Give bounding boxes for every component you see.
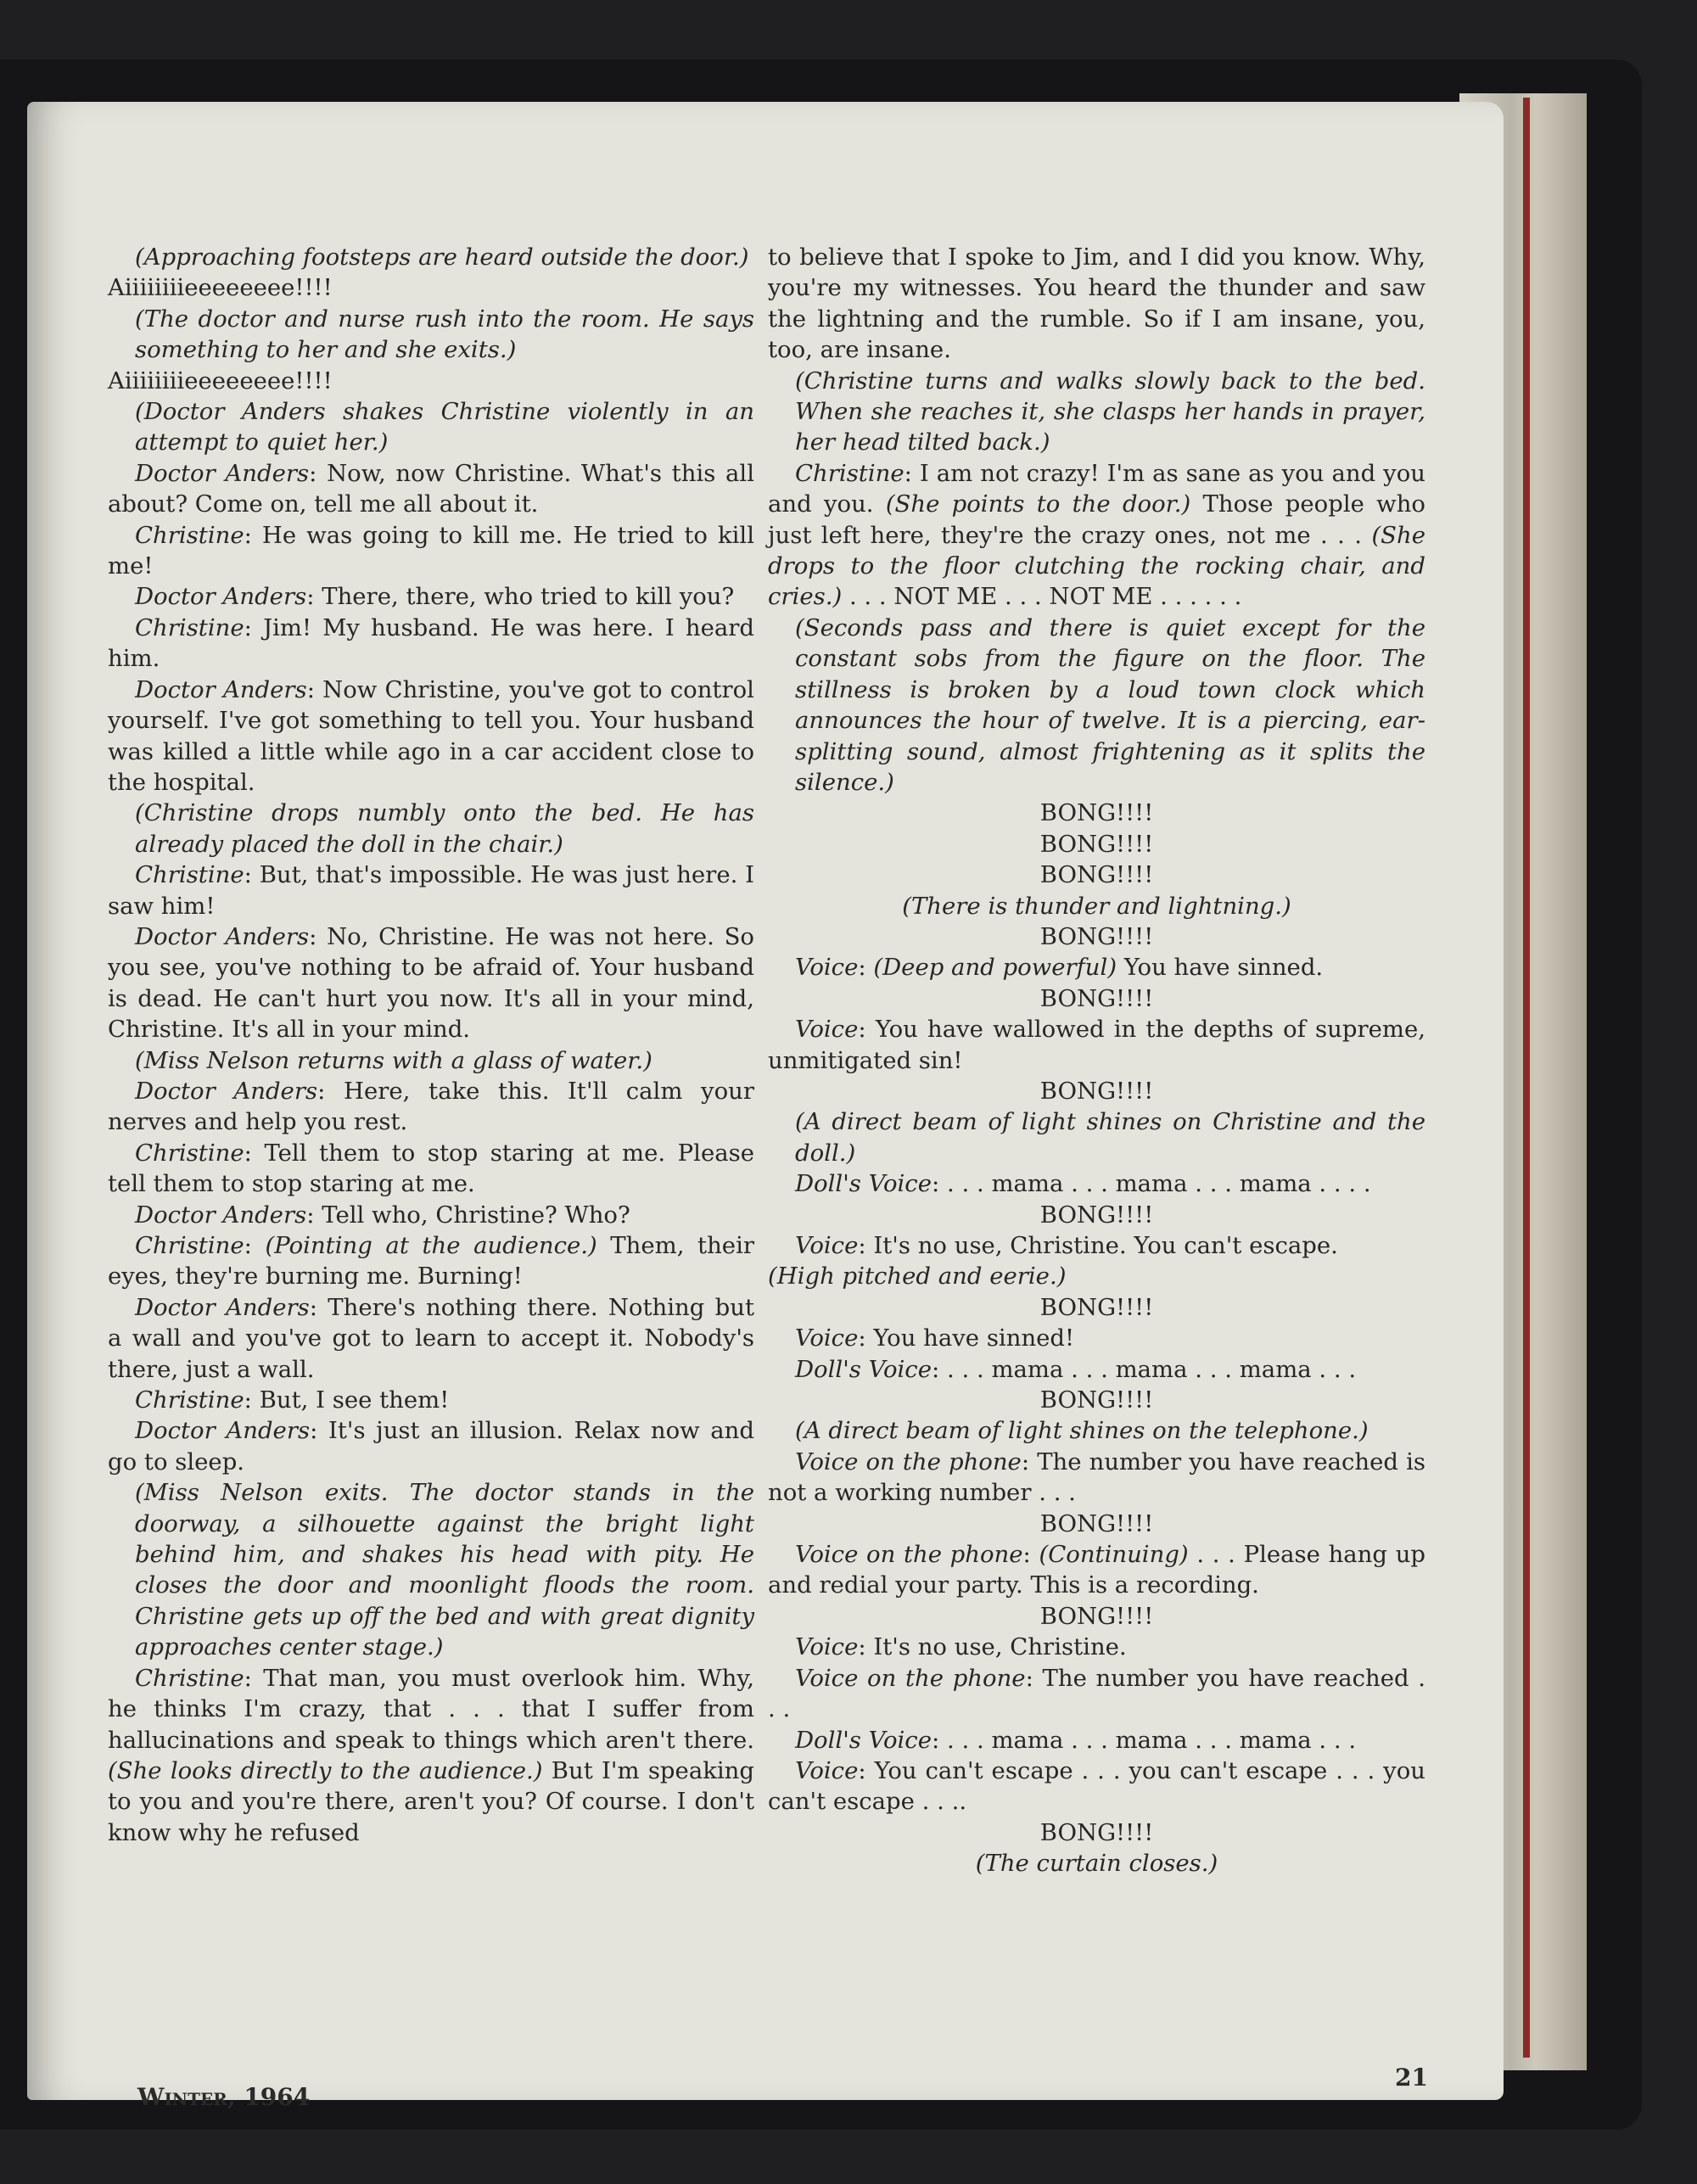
dialogue-line: Doctor Anders: Tell who, Christine? Who?: [135, 1201, 630, 1229]
dialogue-text: . . . mama . . . mama . . . mama . . .: [947, 1726, 1357, 1754]
dialogue-text: Now, now Christine. What's this all about? Come on, tell me all about it.: [108, 459, 754, 518]
dialogue-text: There, there, who tried to kill you?: [322, 583, 735, 611]
stage-direction: (She points to the door.): [885, 490, 1191, 518]
sound-effect: BONG!!!!: [1039, 984, 1154, 1012]
stage-direction: (She looks directly to the audience.): [108, 1756, 543, 1784]
dialogue-text: No, Christine. He was not here. So you see, you've nothing to be afraid of. Your husband is dead. He can't hurt you now. It's all in your mind, Christine. It's all in your mind.: [108, 922, 754, 1044]
sound-effect: BONG!!!!: [1039, 1818, 1154, 1846]
dialogue-line: Voice on the phone: The number you have reached . . .: [768, 1664, 1426, 1723]
speaker-name: Doctor Anders: [135, 922, 310, 950]
dialogue-line: Doll's Voice: . . . mama . . . mama . . . mama . . .: [795, 1726, 1357, 1754]
dialogue-text: It's no use, Christine. You can't escape.: [873, 1232, 1338, 1259]
stage-direction: (Continuing): [1039, 1541, 1189, 1569]
dialogue-line: Doctor Anders: Now Christine, you've got to control yourself. I've got something to tell you. Your husband was killed a little while ago in a car accident close to the hospital.: [108, 675, 754, 796]
dialogue-text: The number you have reached is not a working number . . .: [768, 1448, 1425, 1507]
speaker-name: Voice on the phone: [795, 1664, 1026, 1692]
speaker-name: Christine: [135, 613, 244, 641]
dialogue-text: There's nothing there. Nothing but a wall and you've got to learn to accept it. Nobody's there, just a wall.: [108, 1293, 754, 1383]
dialogue-text: . . . NOT ME . . . NOT ME . . . . . .: [842, 583, 1242, 611]
speaker-name: Doctor Anders: [135, 1293, 310, 1321]
dialogue-text: But I'm speaking to you and you're there, aren't you? Of course. I don't know why he refused: [108, 1756, 754, 1846]
stage-direction: (Doctor Anders shakes Christine violently in an attempt to quiet her.): [135, 398, 754, 456]
dialogue-text: The number you have reached . . .: [768, 1664, 1426, 1723]
dialogue-text: You have sinned.: [1117, 954, 1324, 982]
dialogue-text: You can't escape . . . you can't escape . . . you can't escape . . ..: [768, 1756, 1425, 1816]
stage-direction: (Christine drops numbly onto the bed. He has already placed the doll in the chair.): [135, 799, 754, 858]
dialogue-line: Doctor Anders: No, Christine. He was not here. So you see, you've nothing to be afraid of. Your husband is dead. He can't hurt you now. It's all in your mind, Christine. It's all in your mind.: [108, 922, 754, 1044]
speaker-name: Christine: [135, 1232, 244, 1259]
dialogue-text: That man, you must overlook him. Why, he thinks I'm crazy, that . . . that I suffer from hallucinations and speak to things which aren't there.: [108, 1664, 754, 1754]
dialogue-text: But, that's impossible. He was just here. I saw him!: [108, 861, 754, 920]
dialogue-text: It's no use, Christine.: [873, 1633, 1127, 1661]
dialogue-line: Christine: That man, you must overlook him. Why, he thinks I'm crazy, that . . . that I suffer from hallucinations and speak to things which aren't there. (She looks directly to the audience.) But I'm speaking to you and you're there, aren't you? Of course. I don't know why he refused: [108, 1664, 754, 1846]
right-column: [768, 242, 1425, 1879]
speaker-name: Christine: [135, 521, 244, 549]
dialogue-text: You have sinned!: [873, 1324, 1075, 1352]
speaker-name: Voice: [795, 1232, 859, 1259]
dialogue-text: Tell who, Christine? Who?: [322, 1201, 630, 1229]
dialogue-line: Christine: Tell them to stop staring at me. Please tell them to stop staring at me.: [108, 1139, 755, 1198]
sound-effect: BONG!!!!: [1039, 922, 1154, 950]
speaker-name: Voice: [795, 1633, 859, 1661]
dialogue-line: Doctor Anders: There's nothing there. Nothing but a wall and you've got to learn to accept it. Nobody's there, just a wall.: [108, 1293, 754, 1383]
sound-effect: BONG!!!!: [1039, 1077, 1154, 1105]
speaker-name: Christine: [795, 459, 905, 487]
dialogue-text: Aiiiiiiiieeeeeeee!!!!: [108, 274, 333, 302]
dialogue-line: Doctor Anders: Now, now Christine. What's this all about? Come on, tell me all about it.: [108, 459, 754, 518]
speaker-name: Voice on the phone: [795, 1448, 1022, 1476]
speaker-name: Voice: [795, 1324, 859, 1352]
sound-effect: BONG!!!!: [1039, 1602, 1154, 1630]
dialogue-line: Voice: You have sinned!: [795, 1324, 1075, 1352]
dialogue-text: Aiiiiiiiieeeeeeee!!!!: [108, 367, 333, 395]
dialogue-line: Christine: (Pointing at the audience.) Them, their eyes, they're burning me. Burning!: [108, 1232, 755, 1291]
dialogue-line: Doctor Anders: Here, take this. It'll calm your nerves and help you rest.: [108, 1077, 754, 1136]
speaker-name: Doll's Voice: [795, 1355, 932, 1383]
speaker-name: Christine: [135, 1139, 244, 1167]
stage-direction: (The doctor and nurse rush into the room. He says something to her and she exits.): [135, 305, 754, 364]
dialogue-text: But, I see them!: [259, 1386, 450, 1414]
red-page-edge: [1523, 98, 1530, 2058]
dialogue-text: . . . mama . . . mama . . . mama . . .: [947, 1355, 1357, 1383]
stage-direction: (Approaching footsteps are heard outside the door.): [135, 244, 749, 271]
speaker-name: Voice on the phone: [795, 1541, 1023, 1569]
dialogue-line: Voice: It's no use, Christine.: [795, 1633, 1127, 1661]
stage-direction: (Seconds pass and there is quiet except for the constant sobs from the figure on the floor. The stillness is broken by a loud town clock which announces the hour of twelve. It is a piercing, ear-splitting sound, almost frightening as it splits the silence.): [795, 613, 1425, 796]
dialogue-text: It's just an illusion. Relax now and go to sleep.: [108, 1417, 754, 1476]
dialogue-line: Christine: But, I see them!: [135, 1386, 450, 1414]
sound-effect: BONG!!!!: [1039, 1509, 1154, 1537]
sound-effect: BONG!!!!: [1039, 799, 1154, 827]
dialogue-line: Christine: I am not crazy! I'm as sane as you and you and you. (She points to the door.) Those people who just left here, they're the crazy ones, not me . . . (She drops to the floor clutching the rocking chair, and cries.) . . . NOT ME . . . NOT ME . . . . . .: [768, 459, 1425, 611]
dialogue-text: Those people who just left here, they're the crazy ones, not me . . .: [768, 490, 1425, 549]
dialogue-line: Doll's Voice: . . . mama . . . mama . . . mama . . . .: [795, 1170, 1371, 1198]
sound-effect: BONG!!!!: [1039, 861, 1154, 889]
dialogue-text: You have wallowed in the depths of supreme, unmitigated sin!: [768, 1016, 1425, 1074]
speaker-name: Christine: [135, 861, 244, 889]
stage-direction: (There is thunder and lightning.): [902, 892, 1291, 920]
speaker-name: Doll's Voice: [795, 1170, 932, 1198]
stage-direction: (Miss Nelson exits. The doctor stands in the doorway, a silhouette against the bright light behind him, and shakes his head with pity. He closes the door and moonlight floods the room. Christine gets up off the bed and with great dignity approaches center stage.): [135, 1479, 754, 1661]
dialogue-text: Now Christine, you've got to control yourself. I've got something to tell you. Your husband was killed a little while ago in a car accident close to the hospital.: [108, 675, 754, 796]
page-number: 21: [1395, 2064, 1428, 2092]
dialogue-text: . . . Please hang up and redial your party. This is a recording.: [768, 1541, 1426, 1599]
stage-direction: (A direct beam of light shines on Christine and the doll.): [795, 1108, 1425, 1167]
speaker-name: Voice: [795, 1016, 859, 1044]
issue-date: Winter, 1964: [137, 2083, 311, 2111]
stage-direction: (Christine turns and walks slowly back to the bed. When she reaches it, she clasps her hands in prayer, her head tilted back.): [795, 367, 1425, 456]
dialogue-line: Voice on the phone: The number you have reached is not a working number . . .: [768, 1448, 1425, 1507]
dialogue-text: Them, their eyes, they're burning me. Burning!: [108, 1232, 755, 1291]
dialogue-line: Doll's Voice: . . . mama . . . mama . . . mama . . .: [795, 1355, 1357, 1383]
speaker-name: Doctor Anders: [135, 459, 310, 487]
stage-direction: (High pitched and eerie.): [768, 1263, 1067, 1291]
speaker-name: Voice: [795, 1756, 859, 1784]
dialogue-line: Christine: He was going to kill me. He tried to kill me!: [108, 521, 754, 580]
speaker-name: Doctor Anders: [135, 583, 307, 611]
speaker-name: Doctor Anders: [135, 1417, 311, 1445]
stage-direction: (Pointing at the audience.): [265, 1232, 597, 1259]
dialogue-text: Tell them to stop staring at me. Please tell them to stop staring at me.: [108, 1139, 755, 1198]
left-column: [108, 242, 754, 1848]
stage-direction: (The curtain closes.): [975, 1850, 1218, 1878]
book-page: [27, 102, 1504, 2111]
speaker-name: Doctor Anders: [135, 1201, 307, 1229]
dialogue-text: Jim! My husband. He was here. I heard him.: [108, 613, 754, 673]
stage-direction: (A direct beam of light shines on the telephone.): [795, 1417, 1369, 1445]
sound-effect: BONG!!!!: [1039, 1293, 1154, 1321]
stage-direction: (Miss Nelson returns with a glass of water.): [135, 1046, 652, 1074]
sound-effect: BONG!!!!: [1039, 1201, 1154, 1229]
speaker-name: Doctor Anders: [135, 1077, 318, 1105]
sound-effect: BONG!!!!: [1039, 1386, 1154, 1414]
dialogue-text: I am not crazy! I'm as sane as you and you and you.: [768, 459, 1425, 518]
dialogue-text: . . . mama . . . mama . . . mama . . . .: [947, 1170, 1371, 1198]
stage-direction: (Deep and powerful): [873, 954, 1117, 982]
dialogue-line: Voice: (Deep and powerful) You have sinned.: [795, 954, 1324, 982]
stage-direction: (She drops to the floor clutching the rocking chair, and cries.): [768, 521, 1425, 611]
sound-effect: BONG!!!!: [1039, 830, 1154, 858]
speaker-name: Christine: [135, 1386, 244, 1414]
dialogue-line: Doctor Anders: It's just an illusion. Relax now and go to sleep.: [108, 1417, 754, 1476]
dialogue-text: He was going to kill me. He tried to kill me!: [108, 521, 754, 580]
dialogue-line: Voice on the phone: (Continuing) . . . Please hang up and redial your party. This is a recording.: [768, 1541, 1426, 1599]
dialogue-line: Voice: It's no use, Christine. You can't escape.: [795, 1232, 1338, 1259]
dialogue-text: to believe that I spoke to Jim, and I did you know. Why, you're my witnesses. You heard the thunder and saw the lightning and the rumble. So if I am insane, you, too, are insane.: [768, 244, 1425, 364]
dialogue-line: Doctor Anders: There, there, who tried to kill you?: [135, 583, 735, 611]
dialogue-line: Voice: You can't escape . . . you can't escape . . . you can't escape . . ..: [768, 1756, 1425, 1816]
speaker-name: Christine: [135, 1664, 244, 1692]
speaker-name: Doll's Voice: [795, 1726, 932, 1754]
dialogue-text: Here, take this. It'll calm your nerves and help you rest.: [108, 1077, 754, 1136]
dialogue-line: Voice: You have wallowed in the depths of supreme, unmitigated sin!: [768, 1016, 1425, 1074]
dialogue-line: Christine: But, that's impossible. He was just here. I saw him!: [108, 861, 754, 920]
speaker-name: Voice: [795, 954, 859, 982]
dialogue-line: Christine: Jim! My husband. He was here. I heard him.: [108, 613, 754, 673]
speaker-name: Doctor Anders: [135, 675, 307, 703]
